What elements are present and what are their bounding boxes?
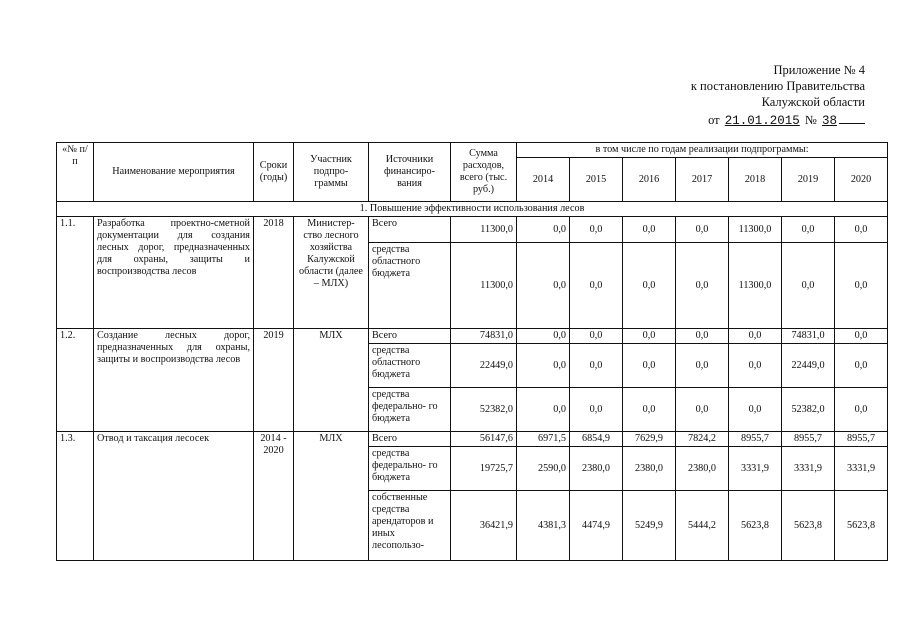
year-value: 7824,2 bbox=[676, 432, 729, 447]
year-value: 0,0 bbox=[570, 329, 623, 344]
measure-participant: МЛХ bbox=[294, 432, 369, 561]
year-value: 5623,8 bbox=[835, 491, 888, 561]
funding-table bbox=[56, 142, 888, 561]
year-value: 4381,3 bbox=[517, 491, 570, 561]
funding-source: Всего bbox=[369, 217, 451, 243]
col-header-year: 2020 bbox=[835, 158, 888, 202]
row-number: 1.2. bbox=[57, 329, 94, 432]
year-value: 0,0 bbox=[676, 388, 729, 432]
year-value: 6971,5 bbox=[517, 432, 570, 447]
col-header-year: 2017 bbox=[676, 158, 729, 202]
year-value: 0,0 bbox=[835, 217, 888, 243]
row-number: 1.1. bbox=[57, 217, 94, 329]
year-value: 0,0 bbox=[623, 243, 676, 329]
col-header-num: «№ п/п bbox=[57, 143, 94, 202]
year-value: 5623,8 bbox=[729, 491, 782, 561]
table-row bbox=[57, 329, 888, 344]
number-underline bbox=[839, 111, 865, 124]
year-value: 0,0 bbox=[729, 329, 782, 344]
document-header bbox=[605, 62, 865, 129]
number-prefix: № bbox=[804, 113, 817, 127]
table-row bbox=[57, 217, 888, 243]
measure-terms: 2018 bbox=[254, 217, 294, 329]
col-header-sources: Источники финансиро- вания bbox=[369, 143, 451, 202]
col-header-year: 2015 bbox=[570, 158, 623, 202]
col-header-year: 2018 bbox=[729, 158, 782, 202]
total-sum: 56147,6 bbox=[451, 432, 517, 447]
year-value: 0,0 bbox=[570, 243, 623, 329]
year-value: 0,0 bbox=[517, 329, 570, 344]
funding-source: средства федерально- го бюджета bbox=[369, 388, 451, 432]
measure-participant: МЛХ bbox=[294, 329, 369, 432]
total-sum: 36421,9 bbox=[451, 491, 517, 561]
year-value: 11300,0 bbox=[729, 243, 782, 329]
annex-subtitle: к постановлению Правительства bbox=[690, 79, 865, 93]
year-value: 0,0 bbox=[517, 344, 570, 388]
funding-source: средства областного бюджета bbox=[369, 243, 451, 329]
year-value: 8955,7 bbox=[782, 432, 835, 447]
funding-source: средства федерально- го бюджета bbox=[369, 447, 451, 491]
year-value: 0,0 bbox=[676, 344, 729, 388]
year-value: 22449,0 bbox=[782, 344, 835, 388]
total-sum: 22449,0 bbox=[451, 344, 517, 388]
year-value: 0,0 bbox=[623, 344, 676, 388]
year-value: 2380,0 bbox=[623, 447, 676, 491]
col-header-terms: Сроки (годы) bbox=[254, 143, 294, 202]
decree-date-line bbox=[605, 111, 865, 129]
funding-source: Всего bbox=[369, 432, 451, 447]
year-value: 0,0 bbox=[676, 217, 729, 243]
measure-terms: 2019 bbox=[254, 329, 294, 432]
date-prefix: от bbox=[708, 113, 720, 127]
measure-name: Отвод и таксация лесосек bbox=[94, 432, 254, 561]
year-value: 0,0 bbox=[517, 388, 570, 432]
total-sum: 52382,0 bbox=[451, 388, 517, 432]
annex-title: Приложение № 4 bbox=[773, 63, 865, 77]
year-value: 5249,9 bbox=[623, 491, 676, 561]
year-value: 6854,9 bbox=[570, 432, 623, 447]
section-title: 1. Повышение эффективности использования лесов bbox=[57, 202, 888, 217]
row-number: 1.3. bbox=[57, 432, 94, 561]
year-value: 0,0 bbox=[835, 344, 888, 388]
year-value: 0,0 bbox=[835, 329, 888, 344]
year-value: 2590,0 bbox=[517, 447, 570, 491]
year-value: 0,0 bbox=[570, 388, 623, 432]
decree-number: 38 bbox=[821, 114, 837, 128]
year-value: 0,0 bbox=[676, 329, 729, 344]
year-value: 0,0 bbox=[835, 243, 888, 329]
col-header-by-years: в том числе по годам реализации подпрограммы: bbox=[517, 143, 888, 158]
table-body bbox=[57, 202, 888, 561]
year-value: 0,0 bbox=[570, 344, 623, 388]
annex-region: Калужской области bbox=[761, 95, 865, 109]
year-value: 2380,0 bbox=[570, 447, 623, 491]
year-value: 0,0 bbox=[517, 243, 570, 329]
year-value: 7629,9 bbox=[623, 432, 676, 447]
year-value: 3331,9 bbox=[835, 447, 888, 491]
funding-source: Всего bbox=[369, 329, 451, 344]
year-value: 0,0 bbox=[729, 344, 782, 388]
measure-participant: Министер- ство лесного хозяйства Калужской области (далее – МЛХ) bbox=[294, 217, 369, 329]
year-value: 5444,2 bbox=[676, 491, 729, 561]
col-header-year: 2014 bbox=[517, 158, 570, 202]
decree-date: 21.01.2015 bbox=[724, 114, 800, 128]
total-sum: 11300,0 bbox=[451, 243, 517, 329]
year-value: 8955,7 bbox=[835, 432, 888, 447]
measure-name: Разработка проектно-сметной документации для создания лесных дорог, предназначенных для охраны, защиты и воспроизводства лесов bbox=[94, 217, 254, 329]
col-header-name: Наименование мероприятия bbox=[94, 143, 254, 202]
year-value: 5623,8 bbox=[782, 491, 835, 561]
year-value: 3331,9 bbox=[782, 447, 835, 491]
measure-terms: 2014 - 2020 bbox=[254, 432, 294, 561]
measure-name: Создание лесных дорог, предназначенных для охраны, защиты и воспроизводства лесов bbox=[94, 329, 254, 432]
year-value: 74831,0 bbox=[782, 329, 835, 344]
funding-source: собственные средства арендаторов и иных лесопользо- bbox=[369, 491, 451, 561]
year-value: 4474,9 bbox=[570, 491, 623, 561]
year-value: 3331,9 bbox=[729, 447, 782, 491]
col-header-year: 2019 bbox=[782, 158, 835, 202]
year-value: 0,0 bbox=[676, 243, 729, 329]
year-value: 0,0 bbox=[729, 388, 782, 432]
year-value: 0,0 bbox=[835, 388, 888, 432]
year-value: 0,0 bbox=[782, 217, 835, 243]
year-value: 0,0 bbox=[782, 243, 835, 329]
funding-source: средства областного бюджета bbox=[369, 344, 451, 388]
year-value: 11300,0 bbox=[729, 217, 782, 243]
year-value: 8955,7 bbox=[729, 432, 782, 447]
col-header-sum: Сумма расходов, всего (тыс. руб.) bbox=[451, 143, 517, 202]
table-row bbox=[57, 432, 888, 447]
year-value: 52382,0 bbox=[782, 388, 835, 432]
col-header-participant: Участник подпро- граммы bbox=[294, 143, 369, 202]
year-value: 2380,0 bbox=[676, 447, 729, 491]
col-header-year: 2016 bbox=[623, 158, 676, 202]
year-value: 0,0 bbox=[623, 329, 676, 344]
year-value: 0,0 bbox=[623, 217, 676, 243]
total-sum: 11300,0 bbox=[451, 217, 517, 243]
total-sum: 74831,0 bbox=[451, 329, 517, 344]
year-value: 0,0 bbox=[623, 388, 676, 432]
total-sum: 19725,7 bbox=[451, 447, 517, 491]
year-value: 0,0 bbox=[570, 217, 623, 243]
year-value: 0,0 bbox=[517, 217, 570, 243]
